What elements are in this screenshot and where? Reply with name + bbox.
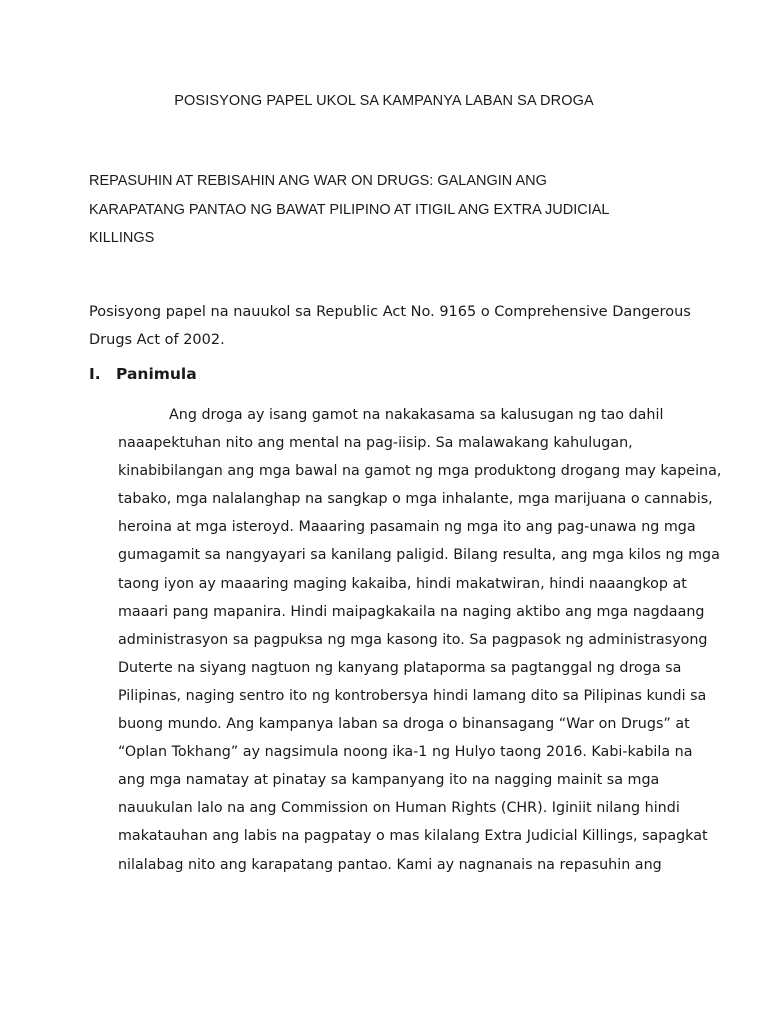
body-line: Ang droga ay isang gamot na nakakasama sa kalusugan ng tao dahil bbox=[169, 407, 664, 423]
body-line: Pilipinas, naging sentro ito ng kontrobersya hindi lamang dito sa Pilipinas kundi sa bbox=[118, 687, 707, 704]
subtitle-line: KILLINGS bbox=[89, 230, 155, 246]
body-line: “Oplan Tokhang” ay nagsimula noong ika-1 ng Hulyo taong 2016. Kabi-kabila na bbox=[118, 744, 693, 761]
section-number: I. bbox=[89, 365, 101, 383]
body-line: nilalabag nito ang karapatang pantao. Kami ay nagnanais na repasuhin ang bbox=[118, 856, 662, 873]
intro-paragraph bbox=[89, 298, 689, 354]
body-line: kinabibilangan ang mga bawal na gamot ng mga produktong drogang may kapeina, bbox=[118, 463, 722, 480]
body-line: taong iyon ay maaaring maging kakaiba, hindi makatwiran, hindi naaangkop at bbox=[118, 575, 687, 592]
section-heading bbox=[89, 365, 197, 383]
body-line: nauukulan lalo na ang Commission on Human Rights (CHR). Iginiit nilang hindi bbox=[118, 800, 680, 817]
body-line: heroina at mga isteroyd. Maaaring pasamain ng mga ito ang pag-unawa ng mga bbox=[118, 519, 696, 536]
body-line: maaari pang mapanira. Hindi maipagkakaila na naging aktibo ang mga nagdaang bbox=[118, 603, 705, 620]
body-line: tabako, mga nalalanghap na sangkap o mga inhalante, mga marijuana o cannabis, bbox=[118, 491, 713, 508]
document-subtitle bbox=[89, 167, 689, 253]
body-line: makatauhan ang labis na pagpatay o mas kilalang Extra Judicial Killings, sapagkat bbox=[118, 828, 708, 845]
document-title: POSISYONG PAPEL UKOL SA KAMPANYA LABAN SA DROGA bbox=[174, 93, 594, 109]
intro-line: Posisyong papel na nauukol sa Republic Act No. 9165 o Comprehensive Dangerous bbox=[89, 304, 691, 320]
section-title: Panimula bbox=[116, 365, 197, 383]
body-line: gumagamit sa nangyayari sa kanilang paligid. Bilang resulta, ang mga kilos ng mga bbox=[118, 547, 720, 564]
body-line: administrasyon sa pagpuksa ng mga kasong ito. Sa pagpasok ng administrasyong bbox=[118, 631, 708, 648]
body-line: buong mundo. Ang kampanya laban sa droga o binansagang “War on Drugs” at bbox=[118, 716, 690, 733]
body-line: Duterte na siyang nagtuon ng kanyang plataporma sa pagtanggal ng droga sa bbox=[118, 659, 682, 676]
intro-line: Drugs Act of 2002. bbox=[89, 332, 225, 348]
body-line: ang mga namatay at pinatay sa kampanyang ito na nagging mainit sa mga bbox=[118, 772, 660, 789]
subtitle-line: REPASUHIN AT REBISAHIN ANG WAR ON DRUGS: GALANGIN ANG bbox=[89, 173, 547, 189]
body-paragraph bbox=[118, 401, 722, 879]
body-line: naaapektuhan nito ang mental na pag-iisip. Sa malawakang kahulugan, bbox=[118, 435, 633, 452]
subtitle-line: KARAPATANG PANTAO NG BAWAT PILIPINO AT ITIGIL ANG EXTRA JUDICIAL bbox=[89, 201, 610, 218]
